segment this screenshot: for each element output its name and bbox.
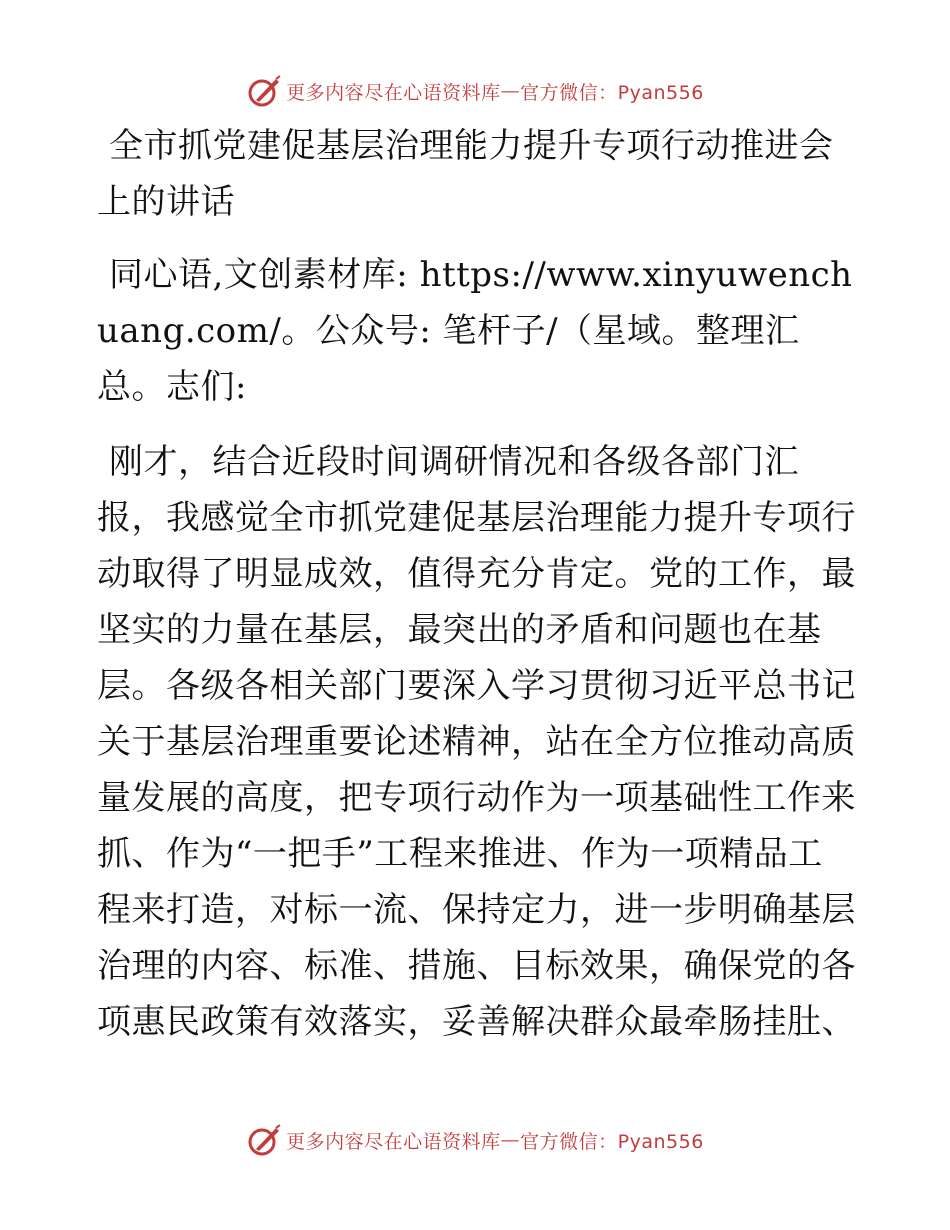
watermark-separator: — <box>500 1129 521 1151</box>
quill-logo-icon <box>246 73 282 109</box>
header-watermark <box>0 71 950 111</box>
document-body <box>97 118 857 1069</box>
watermark-suffix-text: 官方微信：Pyan556 <box>520 81 704 104</box>
watermark-main-text: 更多内容尽在心语资料库 <box>286 1130 501 1153</box>
intro-paragraph: 同心语,文创素材库: https://www.xinyuwenchuang.com/。公众号: 笔杆子/（星域。整理汇总。志们: <box>97 255 853 407</box>
footer-watermark <box>0 1120 950 1160</box>
watermark-main-text: 更多内容尽在心语资料库 <box>286 81 501 104</box>
watermark-suffix-text: 官方微信：Pyan556 <box>520 1130 704 1153</box>
body-paragraph: 刚才，结合近段时间调研情况和各级各部门汇报，我感觉全市抓党建促基层治理能力提升专项行动取得了明显成效，值得充分肯定。党的工作，最坚实的力量在基层，最突出的矛盾和问题也在基层。各级各相关部门要深入学习贯彻习近平总书记关于基层治理重要论述精神，站在全方位推动高质量发展的高度，把专项行动作为一项基础性工作来抓、作为“一把手”工程来推进、作为一项精品工程来打造，对标一流、保持定力，进一步明确基层治理的内容、标准、措施、目标效果，确保党的各项惠民政策有效落实，妥善解决群众最牵肠挂肚、 <box>97 442 856 1042</box>
watermark-separator: — <box>500 80 521 102</box>
document-title: 全市抓党建促基层治理能力提升专项行动推进会上的讲话 <box>97 126 834 222</box>
quill-logo-icon <box>246 1122 282 1158</box>
